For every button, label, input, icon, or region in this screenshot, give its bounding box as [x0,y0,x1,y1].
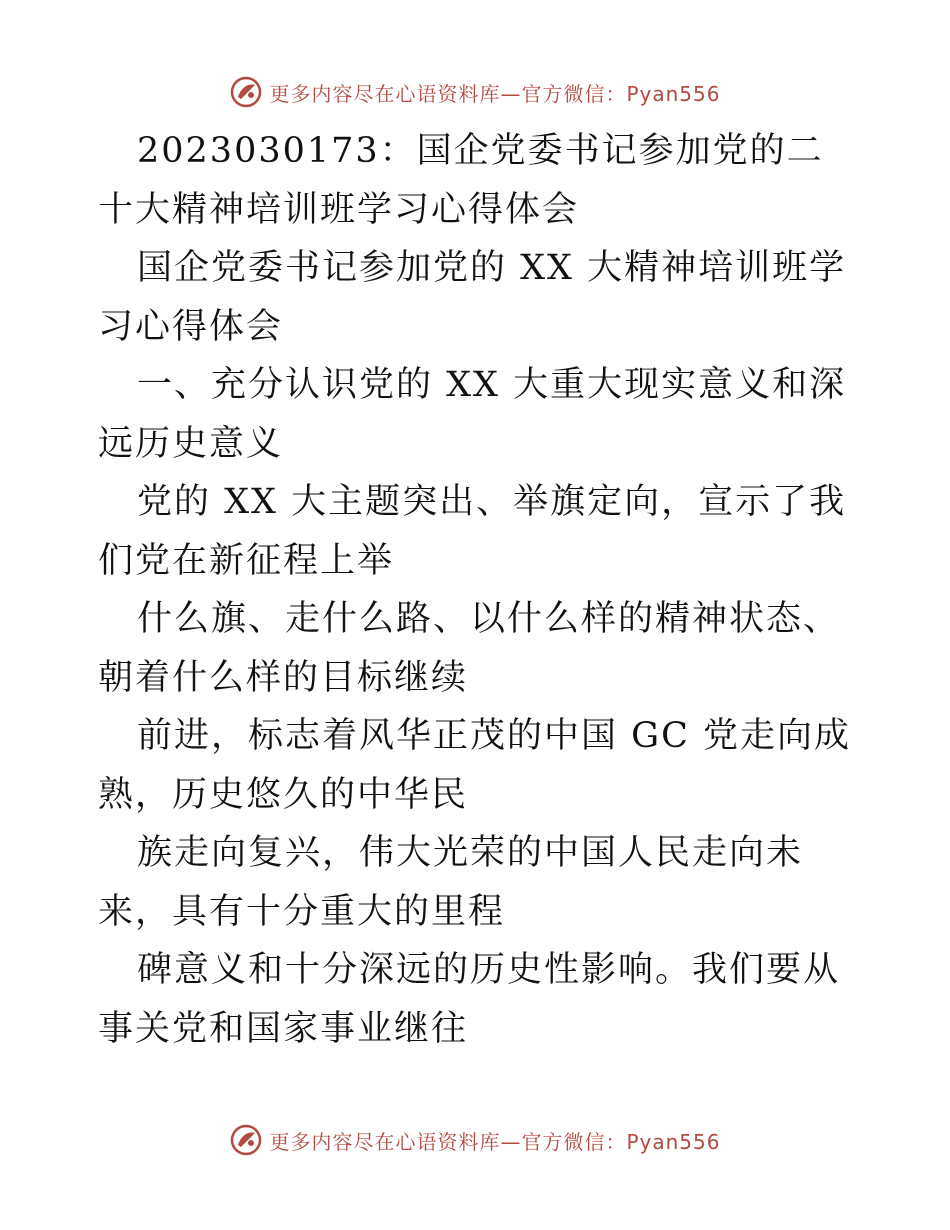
footer-watermark-text: 更多内容尽在心语资料库—官方微信：Pyan556 [269,1129,721,1154]
header-watermark [0,72,950,112]
document-body [98,122,858,1058]
header-watermark-text: 更多内容尽在心语资料库—官方微信：Pyan556 [269,81,721,106]
paragraph-1: 2023030173：国企党委书记参加党的二十大精神培训班学习心得体会 [98,131,824,230]
flower-seal-icon [229,75,263,109]
footer-watermark [0,1120,950,1160]
paragraph-4: 党的 XX 大主题突出、举旗定向，宣示了我们党在新征程上举 [98,482,847,581]
paragraph-8: 碑意义和十分深远的历史性影响。我们要从事关党和国家事业继往 [98,950,841,1049]
paragraph-5: 什么旗、走什么路、以什么样的精神状态、朝着什么样的目标继续 [98,599,841,698]
paragraph-7: 族走向复兴，伟大光荣的中国人民走向未来，具有十分重大的里程 [98,833,804,932]
paragraph-3: 一、充分认识党的 XX 大重大现实意义和深远历史意义 [98,365,847,464]
flower-seal-icon [229,1123,263,1157]
paragraph-2: 国企党委书记参加党的 XX 大精神培训班学习心得体会 [98,248,847,347]
paragraph-6: 前进，标志着风华正茂的中国 GC 党走向成熟，历史悠久的中华民 [98,716,851,815]
